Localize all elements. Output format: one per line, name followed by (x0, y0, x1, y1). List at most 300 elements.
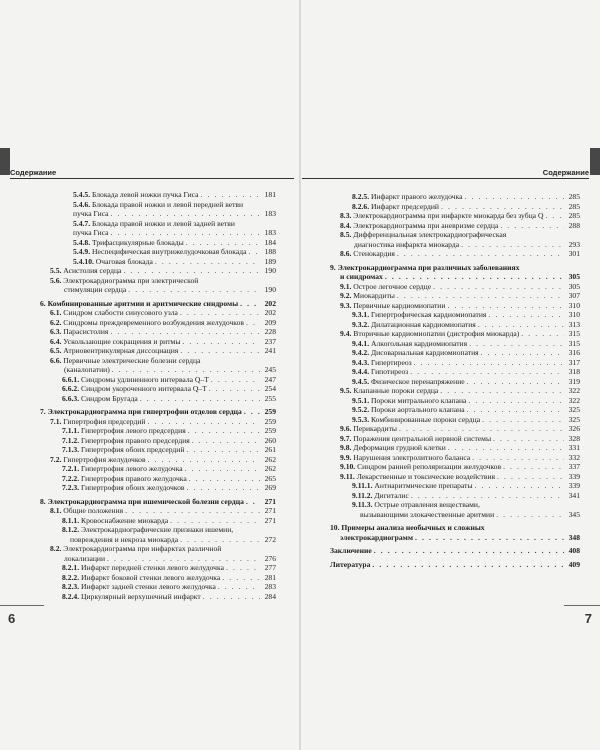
toc-entry-title: Дилатационная кардиомиопатия (371, 319, 476, 329)
leader-dots (488, 310, 564, 320)
toc-entry (40, 592, 276, 602)
toc-entry-title: Острые отравления веществами, (374, 500, 480, 509)
toc-entry-number: 9.3. (340, 300, 352, 310)
toc-entry-title: Синдром Бругада (81, 393, 138, 403)
toc-entry-page: 183 (264, 228, 276, 237)
toc-entry-number: 7.1.2. (62, 435, 80, 445)
toc-entry-page: 305 (568, 272, 580, 281)
leader-dots (222, 573, 260, 583)
toc-entry-page: 271 (264, 506, 276, 515)
left-footer-rule (0, 605, 44, 606)
toc-entry-number: 6.6.3. (62, 393, 80, 403)
leader-dots (496, 510, 564, 520)
leader-dots (111, 228, 260, 238)
left-header-title: Содержание (10, 168, 57, 177)
toc-entry-number: 6. (40, 298, 46, 308)
toc-entry-page: 237 (264, 336, 276, 346)
toc-entry (40, 318, 276, 328)
leader-dots (385, 272, 564, 282)
leader-dots (140, 394, 260, 404)
toc-entry-page: 245 (264, 365, 276, 374)
leader-dots (415, 533, 564, 543)
toc-entry-number: 8.3. (340, 211, 352, 220)
toc-entry (330, 339, 580, 349)
toc-entry (40, 375, 276, 385)
leader-dots (472, 453, 564, 463)
toc-entry (330, 546, 580, 556)
toc-entry (330, 310, 580, 320)
leader-dots (180, 346, 260, 356)
leader-dots (226, 563, 260, 573)
toc-entry-page: 322 (568, 386, 580, 395)
toc-entry-title: Комбинированные аритмии и аритмические синдромы (47, 298, 239, 308)
toc-entry (330, 358, 580, 368)
leader-dots (186, 238, 260, 248)
toc-entry (330, 472, 580, 482)
toc-entry-title: Гипертрофия обоих желудочков (81, 483, 185, 492)
toc-entry (40, 407, 276, 417)
toc-entry-page: 341 (568, 490, 580, 500)
toc-entry (40, 190, 276, 200)
toc-entry-title: Синдромы удлиненного интервала Q–T (81, 374, 209, 384)
leader-dots (209, 384, 260, 394)
toc-entry-page: 202 (264, 298, 276, 308)
toc-entry-number: 6.6. (50, 355, 62, 365)
toc-entry-number: 6.4. (50, 336, 62, 346)
toc-entry-page: 326 (568, 424, 580, 433)
toc-entry (330, 263, 580, 273)
leader-dots (461, 240, 564, 250)
toc-entry-page: 241 (264, 346, 276, 355)
toc-entry (40, 247, 276, 257)
leader-dots (240, 299, 260, 309)
toc-entry-page: 262 (264, 464, 276, 473)
toc-entry-title: Алкогольная кардиомиопатия (371, 338, 468, 348)
leader-dots (468, 396, 564, 406)
leader-dots (246, 497, 260, 507)
toc-entry (330, 202, 580, 212)
toc-entry-title: Инфаркт правого желудочка (371, 192, 463, 201)
leader-dots (447, 301, 564, 311)
toc-entry-number: 9.4.3. (352, 357, 370, 367)
toc-entry (330, 434, 580, 444)
leader-dots (110, 327, 260, 337)
toc-entry-page: 260 (264, 435, 276, 445)
toc-entry (40, 525, 276, 535)
right-page-number: 7 (584, 611, 592, 626)
toc-entry-number: 9.3.1. (352, 310, 370, 319)
toc-entry-title: Электрокардиограмма при аневризме сердца (353, 220, 499, 230)
toc-entry (40, 455, 276, 465)
leader-dots (218, 582, 260, 592)
toc-entry-page: 259 (264, 416, 276, 426)
right-edge-tab (590, 148, 600, 175)
toc-entry (40, 516, 276, 526)
toc-entry-page: 265 (264, 473, 276, 483)
toc-entry-title: Циркулярный верхушечный инфаркт (81, 591, 201, 601)
toc-entry (330, 386, 580, 396)
toc-entry-title: Парасистолия (63, 327, 109, 336)
toc-entry-page: 310 (568, 300, 580, 310)
left-running-header (10, 168, 294, 179)
toc-entry-title: электрокардиограмм (340, 532, 414, 542)
toc-entry-title: пучка Гиса (73, 209, 109, 218)
toc-entry (330, 453, 580, 463)
toc-entry-title: Гипертрофия обоих предсердий (81, 445, 185, 454)
toc-entry-page: 339 (568, 471, 580, 481)
leader-dots (433, 282, 564, 292)
toc-entry-page: 285 (568, 192, 580, 201)
leader-dots (246, 318, 260, 328)
toc-entry-title: Инфаркт боковой стенки левого желудочка (81, 572, 221, 582)
toc-entry-title: Гипертрофия правого желудочка (81, 473, 187, 483)
toc-entry-number: 7.2.2. (62, 473, 80, 483)
toc-entry-page: 293 (568, 239, 580, 249)
leader-dots (192, 436, 260, 446)
toc-entry (330, 240, 580, 250)
toc-entry-number: 8.1.2. (62, 525, 80, 534)
toc-entry-title: Пороки аортального клапана (371, 405, 465, 414)
toc-entry (40, 464, 276, 474)
leader-dots (244, 407, 260, 417)
toc-entry-title: Гипертрофия предсердий (63, 416, 146, 426)
toc-entry-title: Литература (330, 559, 371, 569)
leader-dots (545, 211, 564, 221)
toc-entry-title: Общие положения (63, 506, 124, 515)
toc-entry-page: 261 (264, 445, 276, 454)
toc-entry-number: 9.4.2. (352, 348, 370, 357)
toc-entry (40, 544, 276, 554)
toc-entry-title: Комбинированные пороки сердца (371, 414, 481, 424)
toc-entry-page: 328 (568, 433, 580, 443)
toc-entry (330, 424, 580, 434)
toc-entry-number: 7.2. (50, 454, 62, 464)
toc-entry-title: Электрокардиограмма при гипертрофии отделов сердца (47, 407, 242, 416)
toc-entry-title: Синдромы преждевременного возбуждения желудочков (63, 317, 244, 327)
toc-entry (330, 462, 580, 472)
toc-entry-number: 8.5. (340, 230, 352, 239)
toc-entry-number: 6.6.1. (62, 374, 80, 384)
leader-dots (125, 506, 260, 516)
toc-entry-title: Антиаритмические препараты (374, 481, 473, 490)
toc-entry-page: 288 (568, 220, 580, 230)
toc-entry (330, 481, 580, 491)
leader-dots (481, 348, 564, 358)
leader-dots (182, 337, 260, 347)
toc-entry-page: 301 (568, 249, 580, 258)
toc-entry-title: Электрокардиограмма при инфаркте миокарда без зубца Q (353, 211, 544, 220)
toc-entry (330, 230, 580, 240)
toc-entry-page: 259 (264, 426, 276, 435)
toc-entry (40, 346, 276, 356)
toc-entry (330, 533, 580, 543)
toc-entry-page: 259 (264, 407, 276, 416)
leader-dots (475, 481, 564, 491)
toc-entry (40, 276, 276, 286)
toc-entry (40, 582, 276, 592)
toc-entry-page: 228 (264, 327, 276, 336)
toc-entry-page: 271 (264, 515, 276, 525)
toc-entry-title: пучка Гиса (73, 228, 109, 237)
leader-dots (467, 405, 564, 415)
toc-entry-number: 9.2. (340, 291, 352, 300)
toc-entry-number: 5.4.8. (73, 237, 91, 247)
toc-entry-title: Клапанные пороки сердца (353, 386, 439, 395)
toc-entry-number: 9.5.1. (352, 395, 370, 405)
leader-dots (448, 443, 564, 453)
leader-dots (185, 464, 260, 474)
toc-entry-page: 283 (264, 582, 276, 591)
leader-dots (464, 192, 564, 202)
leader-dots (128, 285, 260, 295)
toc-entry-page: 319 (568, 376, 580, 386)
toc-entry-page: 189 (264, 256, 276, 266)
leader-dots (200, 190, 260, 200)
toc-entry-page: 281 (264, 572, 276, 582)
toc-entry-number: 5.4.6. (73, 199, 91, 209)
left-page-number: 6 (8, 611, 16, 626)
toc-entry-title: Гипертрофия правого предсердия (81, 435, 190, 445)
toc-entry-title: Вторичные кардиомиопатии (дистрофия миокарда) (353, 329, 520, 338)
leader-dots (148, 417, 261, 427)
toc-entry-number: 9.5.2. (352, 405, 370, 414)
toc-entry-number: 9.11.2. (352, 490, 373, 500)
leader-dots (123, 266, 260, 276)
toc-entry (330, 510, 580, 520)
toc-entry-page: 269 (264, 483, 276, 492)
toc-entry-title: Первичные кардиомиопатии (353, 300, 446, 310)
toc-entry-page: 325 (568, 405, 580, 414)
leader-dots (503, 462, 564, 472)
toc-entry (330, 301, 580, 311)
toc-entry-title: Гипотиреоз (371, 367, 409, 376)
toc-entry-title: Неспецифическая внутрижелудочковая блокада (92, 247, 247, 256)
toc-entry (40, 445, 276, 455)
toc-entry-title: Гипертрофия желудочков (63, 454, 146, 464)
toc-entry-title: Поражения центральной нервной системы (353, 433, 492, 443)
toc-entry-number: 5.5. (50, 266, 62, 275)
toc-entry-page: 183 (264, 209, 276, 218)
left-table-of-contents (40, 190, 276, 601)
toc-entry-page: 202 (264, 308, 276, 317)
leader-dots (189, 474, 260, 484)
leader-dots (211, 375, 260, 385)
toc-entry-title: Электрокардиограмма при ишемической болезни сердца (47, 496, 244, 506)
toc-entry (40, 417, 276, 427)
toc-entry-title: стимуляции сердца (64, 285, 127, 294)
toc-entry-title: Электрокардиографические признаки ишемии, (81, 525, 234, 534)
toc-entry-number: 9.4.1. (352, 338, 370, 348)
leader-dots (187, 483, 261, 493)
toc-entry-number: 9.4.5. (352, 376, 370, 386)
toc-entry-title: повреждения и некроза миокарда (70, 534, 179, 544)
book-spine (299, 0, 301, 750)
toc-entry-number: 9.10. (340, 462, 356, 471)
toc-entry-page: 339 (568, 481, 580, 490)
toc-entry (40, 238, 276, 248)
toc-entry-title: вызывающими злокачественные аритмии (360, 509, 495, 519)
toc-entry-number: 8. (40, 496, 46, 506)
toc-entry-page: 313 (568, 319, 580, 329)
toc-entry-title: Трифасцикулярные блокады (92, 237, 184, 247)
toc-entry (40, 535, 276, 545)
toc-entry-number: 8.2.3. (62, 582, 80, 591)
toc-entry-title: Атриовентрикулярная диссоциация (63, 346, 179, 355)
leader-dots (469, 339, 564, 349)
toc-entry (330, 396, 580, 406)
right-running-header (302, 168, 589, 179)
toc-entry-number: 9.9. (340, 452, 352, 462)
toc-entry (40, 384, 276, 394)
leader-dots (148, 455, 260, 465)
toc-entry-page: 184 (264, 237, 276, 247)
leader-dots (188, 426, 260, 436)
toc-entry-title: Кровоснабжение миокарда (81, 515, 169, 525)
toc-entry-page: 285 (568, 211, 580, 220)
toc-entry-title: Синдром укороченного интервала Q–T (81, 384, 207, 393)
toc-entry-title: Перикардиты (353, 424, 398, 433)
toc-entry (330, 211, 580, 221)
toc-entry (40, 299, 276, 309)
toc-entry (40, 337, 276, 347)
leader-dots (180, 535, 260, 545)
toc-entry-number: 10. (330, 523, 340, 532)
toc-entry-title: локализации (64, 553, 106, 563)
toc-entry-number: 7.2.1. (62, 464, 80, 473)
toc-entry-page: 247 (264, 374, 276, 384)
leader-dots (203, 592, 260, 602)
toc-entry-page: 188 (264, 247, 276, 256)
toc-entry-number: 5.6. (50, 275, 62, 285)
toc-entry-number: 8.6. (340, 249, 352, 258)
toc-entry-page: 331 (568, 443, 580, 452)
right-header-title: Содержание (542, 168, 589, 177)
toc-entry (330, 221, 580, 231)
toc-entry-title: Электрокардиограмма при различных заболеваниях (337, 262, 520, 272)
toc-entry-page: 315 (568, 329, 580, 338)
toc-entry (330, 500, 580, 510)
toc-entry-number: 9.5.3. (352, 414, 370, 424)
toc-entry (330, 272, 580, 282)
toc-entry-page: 209 (264, 317, 276, 327)
toc-entry-title: Асистолия сердца (63, 266, 122, 275)
toc-entry-title: Дигиталис (374, 490, 409, 500)
leader-dots (500, 221, 564, 231)
toc-entry-page: 348 (568, 532, 580, 542)
toc-entry-title: Гипертрофическая кардиомиопатия (371, 310, 487, 319)
toc-entry-number: 9.11. (340, 471, 355, 481)
toc-entry-title: Нарушения электролитного баланса (353, 452, 471, 462)
leader-dots (411, 491, 564, 501)
toc-entry (40, 285, 276, 295)
toc-entry-number: 8.2.6. (352, 201, 370, 211)
toc-entry-page: 307 (568, 291, 580, 300)
toc-entry-page: 190 (264, 266, 276, 275)
toc-entry-page: 262 (264, 454, 276, 464)
toc-entry (40, 356, 276, 366)
toc-entry-title: Миокардиты (353, 291, 395, 300)
leader-dots (478, 320, 564, 330)
toc-entry (330, 291, 580, 301)
leader-dots (112, 365, 260, 375)
toc-entry-number: 8.2.5. (352, 192, 370, 201)
leader-dots (414, 358, 564, 368)
toc-entry-title: Синдром ранней реполяризации желудочков (357, 462, 502, 471)
toc-entry-number: 6.5. (50, 346, 62, 355)
toc-entry-number: 8.4. (340, 220, 352, 230)
toc-entry-number: 6.1. (50, 308, 62, 317)
leader-dots (493, 434, 564, 444)
toc-entry (40, 573, 276, 583)
toc-entry-number: 9.1. (340, 281, 352, 291)
toc-entry-page: 271 (264, 496, 276, 506)
toc-entry (330, 249, 580, 259)
leader-dots (372, 560, 564, 570)
toc-entry (40, 219, 276, 229)
toc-entry (40, 327, 276, 337)
toc-entry (330, 282, 580, 292)
toc-entry-title: Электрокардиограмма при электрической (63, 275, 199, 285)
toc-entry-number: 8.2.4. (62, 591, 80, 601)
leader-dots (107, 554, 260, 564)
toc-entry-title: Физическое перенапряжение (371, 376, 465, 386)
toc-entry-title: Ускользающие сокращения и ритмы (63, 336, 181, 346)
leader-dots (248, 247, 260, 257)
toc-entry (330, 377, 580, 387)
toc-entry (40, 474, 276, 484)
toc-entry (330, 443, 580, 453)
toc-entry-page: 310 (568, 310, 580, 319)
toc-entry (40, 394, 276, 404)
toc-entry-title: Примеры анализа необычных и сложных (341, 523, 485, 532)
toc-entry-title: (каналопатии) (64, 365, 110, 374)
toc-entry-number: 8.1.1. (62, 515, 80, 525)
toc-entry (330, 560, 580, 570)
leader-dots (186, 445, 260, 455)
toc-entry (40, 266, 276, 276)
toc-entry-title: Инфаркт передней стенки левого желудочка (81, 563, 224, 572)
toc-entry-title: Стенокардия (353, 249, 395, 258)
toc-entry (330, 348, 580, 358)
toc-entry-page: 285 (568, 201, 580, 211)
right-footer-rule (564, 605, 600, 606)
toc-entry-title: диагностика инфаркта миокарда (354, 239, 460, 249)
toc-entry (330, 523, 580, 533)
toc-entry-page: 318 (568, 367, 580, 376)
toc-entry (40, 365, 276, 375)
leader-dots (111, 209, 260, 219)
toc-entry-title: Блокада левой ножки пучка Гиса (92, 190, 199, 199)
leader-dots (440, 386, 564, 396)
toc-entry (330, 367, 580, 377)
toc-entry (40, 506, 276, 516)
toc-entry-number: 7.1. (50, 416, 62, 426)
leader-dots (497, 472, 564, 482)
toc-entry-page: 325 (568, 414, 580, 424)
toc-entry-number: 9.8. (340, 443, 352, 452)
toc-entry-title: Синдром слабости синусового узла (63, 308, 178, 317)
toc-entry-number: 9.5. (340, 386, 352, 395)
toc-entry-title: Гипертрофия левого предсердия (81, 426, 186, 435)
toc-entry-title: Очаговая блокада (95, 256, 153, 266)
toc-entry-page: 337 (568, 462, 580, 471)
leader-dots (482, 415, 564, 425)
toc-entry-title: Лекарственные и токсические воздействия (356, 471, 496, 481)
toc-entry-page: 315 (568, 338, 580, 348)
toc-entry-title: Гипертиреоз (371, 357, 412, 367)
toc-entry-number: 8.2.2. (62, 572, 80, 582)
toc-entry-title: Блокада правой ножки и левой задней ветви (92, 218, 235, 228)
